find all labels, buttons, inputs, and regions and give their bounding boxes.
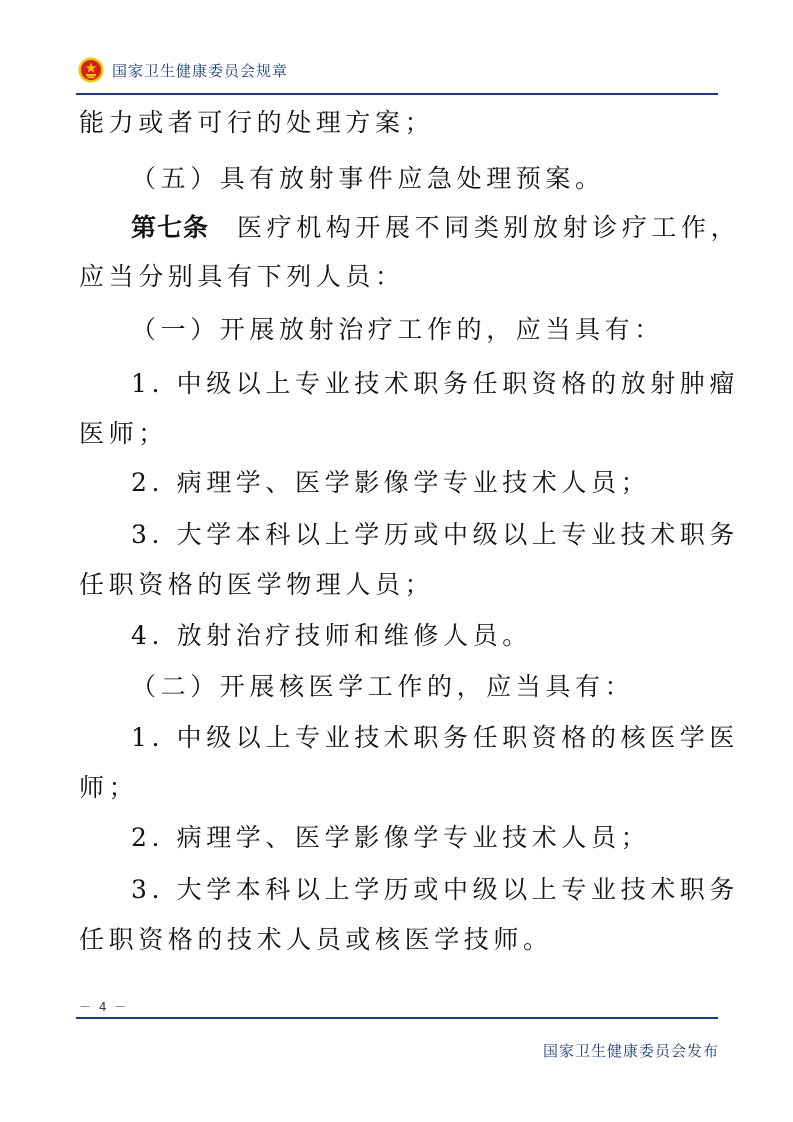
paragraph-line: （五）具有放射事件应急处理预案。: [131, 164, 605, 193]
page-header: [78, 52, 288, 88]
paragraph-line: 1. 中级以上专业技术职务任职资格的放射肿瘤: [131, 369, 740, 398]
paragraph-line: 3. 大学本科以上学历或中级以上专业技术职务: [131, 520, 740, 549]
paragraph-line: 师；: [79, 773, 139, 802]
footer-divider: [76, 1017, 718, 1019]
paragraph-line: 4. 放射治疗技师和维修人员。: [131, 621, 532, 650]
paragraph-line: 2. 病理学、医学影像学专业技术人员；: [131, 823, 651, 852]
paragraph-line: 2. 病理学、医学影像学专业技术人员；: [131, 468, 651, 497]
national-emblem-icon: [78, 57, 104, 83]
footer-publisher: 国家卫生健康委员会发布: [542, 1042, 719, 1060]
header-divider: [76, 93, 718, 95]
article-text: 医疗机构开展不同类别放射诊疗工作，: [237, 213, 741, 242]
paragraph-line: 能力或者可行的处理方案；: [79, 108, 435, 137]
paragraph-line: 任职资格的医学物理人员；: [79, 570, 435, 599]
paragraph-line: 任职资格的技术人员或核医学技师。: [79, 925, 553, 954]
paragraph-line: （二）开展核医学工作的，应当具有：: [131, 672, 635, 701]
article-number: 第七条: [131, 213, 210, 242]
page-number: － 4 －: [79, 1000, 129, 1014]
paragraph-line: 应当分别具有下列人员：: [79, 262, 405, 291]
paragraph-line: 3. 大学本科以上学历或中级以上专业技术职务: [131, 875, 740, 904]
article-heading-line: [131, 213, 740, 243]
paragraph-line: 医师；: [79, 419, 168, 448]
paragraph-line: 1. 中级以上专业技术职务任职资格的核医学医: [131, 723, 740, 752]
header-title: 国家卫生健康委员会规章: [112, 61, 289, 80]
paragraph-line: （一）开展放射治疗工作的，应当具有：: [131, 315, 664, 344]
